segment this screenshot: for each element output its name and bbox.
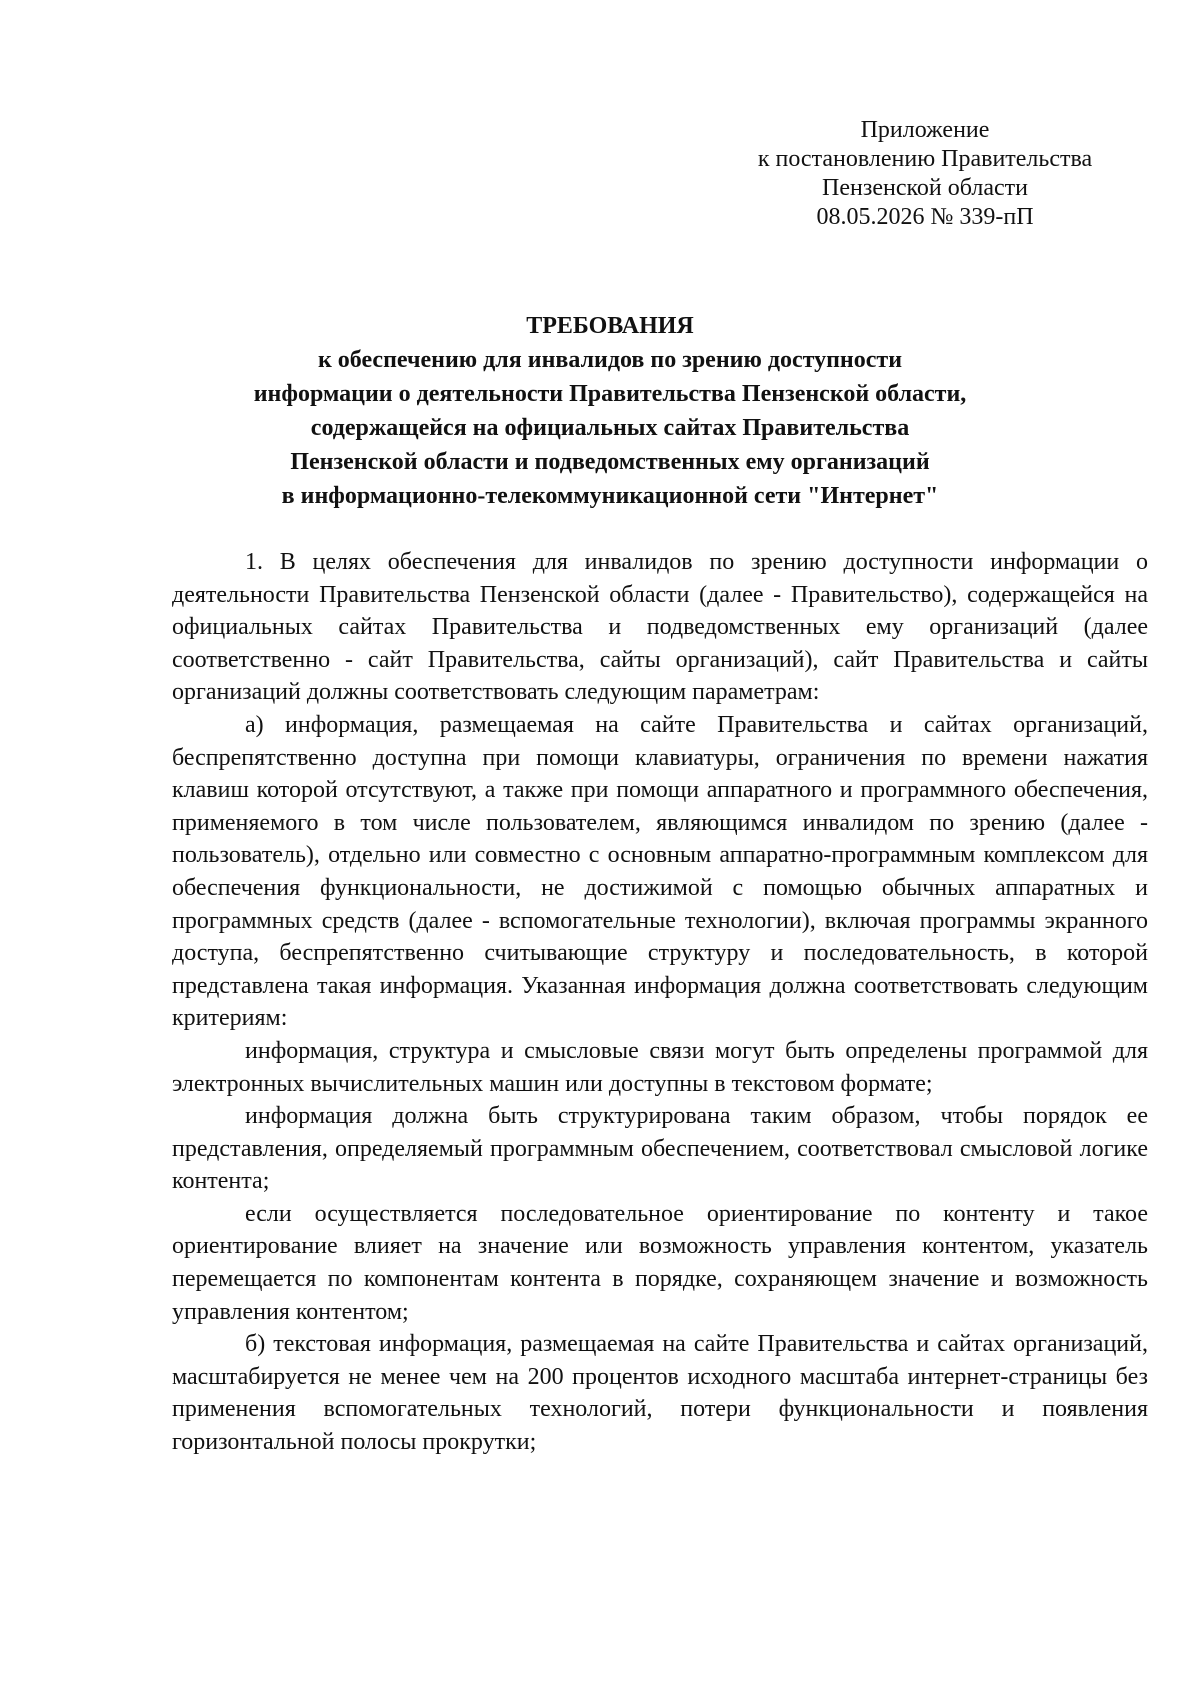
- title-line: Пензенской области и подведомственных ему организаций: [290, 449, 930, 475]
- title-line: в информационно-телекоммуникационной сети "Интернет": [281, 483, 939, 509]
- paragraph-b: б) текстовая информация, размещаемая на сайте Правительства и сайтах организаций, масштабируется не менее чем на 200 процентов исходного масштаба интернет-страницы без применения вспомогательных технологий, потери функциональности и появления горизонтальной полосы прокрутки;: [172, 1331, 1148, 1456]
- appendix-block: [700, 116, 1150, 232]
- document-title: [172, 309, 1048, 513]
- appendix-label: Приложение: [860, 117, 990, 143]
- appendix-date-number: 08.05.2026 № 339-пП: [816, 204, 1034, 230]
- paragraph-criterion: информация должна быть структурирована таким образом, чтобы порядок ее представления, определяемый программным обеспечением, соответствовал смысловой логике контента;: [172, 1103, 1148, 1195]
- appendix-region: Пензенской области: [822, 175, 1028, 201]
- title-heading: ТРЕБОВАНИЯ: [526, 313, 694, 339]
- title-line: содержащейся на официальных сайтах Правительства: [310, 415, 910, 441]
- paragraph-a: а) информация, размещаемая на сайте Правительства и сайтах организаций, беспрепятственно доступна при помощи клавиатуры, ограничения по времени нажатия клавиш которой отсутствуют, а также при помощи аппаратного и программного обеспечения, применяемого в том числе пользователем, являющимся инвалидом по зрению (далее - пользователь), отдельно или совместно с основным аппаратно-программным комплексом для обеспечения функциональности, не достижимой с помощью обычных аппаратных и программных средств (далее - вспомогательные технологии), включая программы экранного доступа, беспрепятственно считывающие структуру и последовательность, в которой представлена такая информация. Указанная информация должна соответствовать следующим критериям:: [172, 711, 1148, 1032]
- paragraph-criterion: информация, структура и смысловые связи могут быть определены программой для электронных вычислительных машин или доступны в текстовом формате;: [172, 1037, 1148, 1097]
- paragraph-1: 1. В целях обеспечения для инвалидов по зрению доступности информации о деятельности Правительства Пензенской области (далее - Правительство), содержащейся на официальных сайтах Правительства и подведомственных ему организаций (далее соответственно - сайт Правительства, сайты организаций), сайт Правительства и сайты организаций должны соответствовать следующим параметрам:: [172, 549, 1148, 706]
- document-body: [172, 546, 1148, 1459]
- paragraph-criterion: если осуществляется последовательное ориентирование по контенту и такое ориентирование влияет на значение или возможность управления контентом, указатель перемещается по компонентам контента в порядке, сохраняющем значение и возможность управления контентом;: [172, 1200, 1148, 1325]
- title-line: информации о деятельности Правительства Пензенской области,: [253, 381, 967, 407]
- appendix-resolution: к постановлению Правительства: [757, 146, 1093, 172]
- title-line: к обеспечению для инвалидов по зрению доступности: [317, 347, 903, 373]
